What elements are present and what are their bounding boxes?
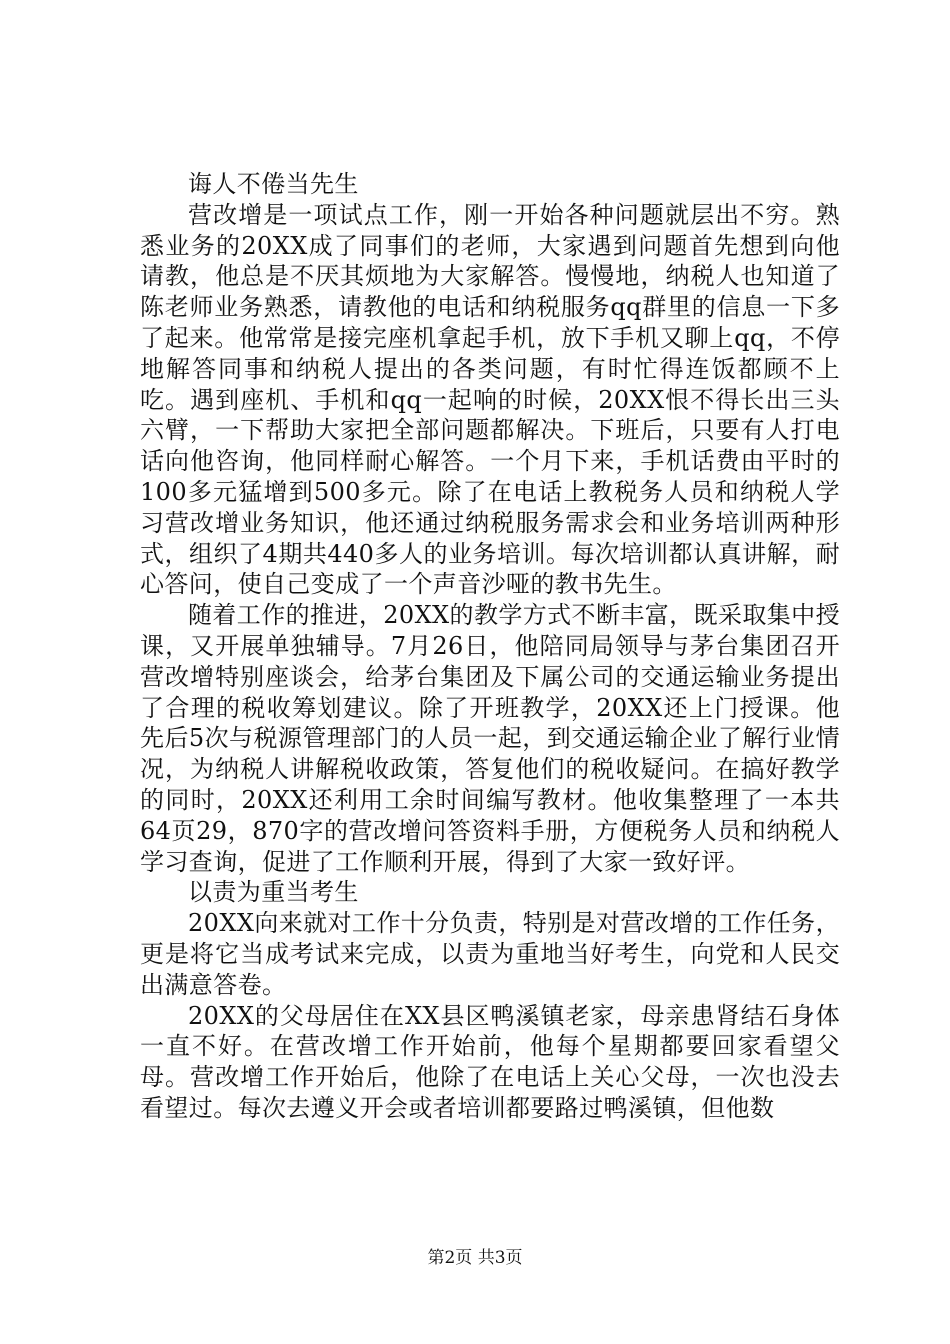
page-number-footer: 第2页 共3页 [427, 1248, 523, 1268]
paragraph: 20XX的父母居住在XX县区鸭溪镇老家，母亲患肾结石身体一直不好。在营改增工作开始前，他每个星期都要回家看望父母。营改增工作开始后，他除了在电话上关心父母，一次也没去看望过。每次去遵义开会或者培训都要路过鸭溪镇，但他数 [140, 1001, 840, 1122]
paragraph: 营改增是一项试点工作，刚一开始各种问题就层出不穷。熟悉业务的20XX成了同事们的老师，大家遇到问题首先想到向他请教，他总是不厌其烦地为大家解答。慢慢地，纳税人也知道了陈老师业务熟悉，请教他的电话和纳税服务qq群里的信息一下多了起来。他常常是接完座机拿起手机，放下手机又聊上qq，不停地解答同事和纳税人提出的各类问题，有时忙得连饭都顾不上吃。遇到座机、手机和qq一起响的时候，20XX恨不得长出三头六臂，一下帮助大家把全部问题都解决。下班后，只要有人打电话向他咨询，他同样耐心解答。一个月下来，手机话费由平时的100多元猛增到500多元。除了在电话上教税务人员和纳税人学习营改增业务知识，他还通过纳税服务需求会和业务培训两种形式，组织了4期共440多人的业务培训。每次培训都认真讲解，耐心答问，使自己变成了一个声音沙哑的教书先生。 [140, 200, 840, 599]
document-body [140, 169, 840, 1124]
section-heading-responsibility: 以责为重当考生 [188, 878, 359, 907]
paragraph: 20XX向来就对工作十分负责，特别是对营改增的工作任务，更是将它当成考试来完成，以责为重地当好考生，向党和人民交出满意答卷。 [140, 909, 840, 999]
paragraph: 随着工作的推进，20XX的教学方式不断丰富，既采取集中授课，又开展单独辅导。7月26日，他陪同局领导与茅台集团召开营改增特别座谈会，给茅台集团及下属公司的交通运输业务提出了合理的税收筹划建议。除了开班教学，20XX还上门授课。他先后5次与税源管理部门的人员一起，到交通运输企业了解行业情况，为纳税人讲解税收政策，答复他们的税收疑问。在搞好教学的同时，20XX还利用工余时间编写教材。他收集整理了一本共64页29，870字的营改增问答资料手册，方便税务人员和纳税人学习查询，促进了工作顺利开展，得到了大家一致好评。 [140, 601, 840, 876]
section-heading-teaching: 诲人不倦当先生 [188, 170, 359, 198]
